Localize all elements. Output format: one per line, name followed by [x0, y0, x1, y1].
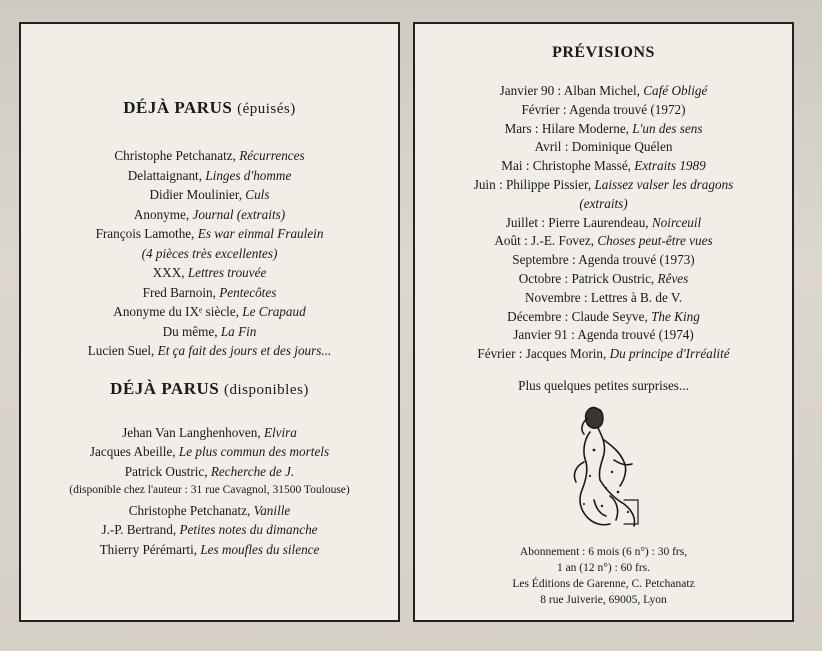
list-item [21, 146, 398, 166]
item-title: (4 pièces très excellentes) [141, 245, 278, 261]
item-author: Lucien Suel, [87, 343, 155, 358]
heading-title: DÉJÀ PARUS [110, 378, 220, 398]
item-author: Novembre : Lettres à B. de V. [525, 289, 682, 305]
list-item [21, 501, 398, 521]
item-title: Elvira [263, 424, 297, 440]
list-item [21, 205, 398, 225]
item-title: Café Obligé [643, 83, 708, 98]
list-item [415, 195, 792, 214]
list-item [415, 82, 792, 101]
item-title: Du principe d'Irréalité [609, 346, 730, 362]
item-author: Août : J.-E. Fovez, [494, 233, 595, 249]
list-item [415, 345, 792, 364]
list-item [21, 166, 398, 186]
heading-deja-parus-disponibles [21, 379, 398, 399]
item-title: Le plus commun des mortels [178, 444, 330, 459]
list-previsions [415, 82, 792, 364]
item-author: Juillet : Pierre Laurendeau, [505, 214, 649, 230]
list-item [21, 185, 398, 205]
list-disponibles [21, 423, 398, 560]
item-title: Extraits 1989 [634, 158, 706, 174]
list-item [21, 283, 398, 303]
item-title: Laissez valser les dragons [594, 176, 734, 192]
list-item [21, 224, 398, 244]
heading-note: (épuisés) [237, 101, 296, 117]
list-item [415, 138, 792, 157]
item-author: Janvier 91 : Agenda trouvé (1974) [513, 327, 694, 343]
footer-line: 8 rue Juiverie, 69005, Lyon [540, 593, 667, 606]
heading-title: DÉJÀ PARUS [123, 98, 233, 117]
item-title: La Fin [220, 323, 257, 339]
footer-line: 1 an (12 n°) : 60 frs. [556, 561, 651, 574]
item-title: Noirceuil [651, 214, 702, 230]
list-item [21, 322, 398, 342]
item-author: XXX, [152, 265, 185, 280]
list-item [415, 308, 792, 327]
item-author: Mai : Christophe Massé, [501, 158, 631, 174]
item-title: L'un des sens [632, 120, 703, 136]
item-author: Septembre : Agenda trouvé (1973) [512, 252, 695, 268]
list-item [21, 481, 398, 501]
item-author: Anonyme du IXᵉ siècle, [113, 304, 239, 319]
item-author: Jacques Abeille, [89, 444, 176, 459]
figure-illustration [554, 400, 654, 532]
item-author: Christophe Petchanatz, [128, 502, 251, 518]
item-title: Journal (extraits) [192, 206, 286, 222]
item-author: Anonyme, [133, 206, 190, 222]
item-author: Janvier 90 : Alban Michel, [499, 83, 640, 98]
list-item [415, 101, 792, 120]
item-title: The King [651, 308, 700, 324]
item-title: Vanille [253, 502, 291, 518]
item-author: Fred Barnoin, [142, 284, 216, 300]
list-item [21, 244, 398, 264]
list-item [415, 289, 792, 308]
item-author: Février : Agenda trouvé (1972) [521, 101, 686, 117]
item-title: Récurrences [239, 148, 305, 163]
list-item [415, 232, 792, 251]
surprises-text: Plus quelques petites surprises... [518, 377, 689, 393]
list-item [21, 540, 398, 560]
footer-line: Abonnement : 6 mois (6 n°) : 30 frs, [519, 545, 688, 558]
list-epuises [21, 146, 398, 361]
list-item [21, 302, 398, 322]
list-item [21, 520, 398, 540]
panel-deja-parus [19, 22, 400, 622]
item-author: François Lamothe, [95, 226, 195, 241]
item-author: (disponible chez l'auteur : 31 rue Cavagnol, 31500 Toulouse) [69, 484, 350, 496]
item-title: Petites notes du dimanche [179, 522, 318, 537]
item-author: Christophe Petchanatz, [114, 148, 236, 163]
item-title: Et ça fait des jours et des jours... [157, 343, 332, 358]
item-author: Décembre : Claude Seyve, [507, 308, 648, 324]
heading-note: (disponibles) [223, 381, 309, 398]
item-author: Juin : Philippe Pissier, [473, 176, 592, 192]
list-item [21, 423, 398, 443]
list-item [415, 157, 792, 176]
list-item [415, 270, 792, 289]
footer-info [415, 544, 792, 608]
item-title: (extraits) [579, 195, 628, 211]
item-author: Février : Jacques Morin, [477, 346, 607, 362]
item-title: Le Crapaud [242, 304, 306, 319]
list-item [21, 462, 398, 482]
item-author: Thierry Pérémarti, [99, 541, 198, 557]
heading-previsions: PRÉVISIONS [552, 44, 655, 61]
list-item [415, 326, 792, 345]
item-author: Du même, [162, 323, 218, 339]
item-author: Octobre : Patrick Oustric, [518, 270, 655, 286]
item-author: J.-P. Bertrand, [101, 522, 177, 537]
item-author: Avril : Dominique Quélen [534, 139, 673, 155]
panel-previsions [413, 22, 794, 622]
item-author: Delattaignant, [127, 167, 203, 183]
item-title: Pentecôtes [219, 284, 277, 300]
item-title: Recherche de J. [210, 463, 295, 479]
item-author: Mars : Hilare Moderne, [504, 120, 629, 136]
item-title: Les moufles du silence [200, 541, 320, 557]
item-title: Lettres trouvée [187, 265, 267, 280]
item-author: Didier Moulinier, [149, 187, 242, 202]
item-title: Linges d'homme [205, 167, 292, 183]
list-item [415, 120, 792, 139]
item-title: Es war einmal Fraulein [197, 226, 324, 241]
item-title: Rêves [657, 270, 689, 286]
list-item [415, 176, 792, 195]
heading-deja-parus-epuises [21, 98, 398, 118]
list-item [21, 263, 398, 283]
list-item [21, 442, 398, 462]
item-title: Choses peut-être vues [597, 233, 713, 249]
list-item [21, 341, 398, 361]
item-author: Jehan Van Langhenhoven, [122, 424, 261, 440]
list-item [415, 251, 792, 270]
footer-line: Les Éditions de Garenne, C. Petchanatz [512, 577, 695, 590]
list-item [415, 214, 792, 233]
item-author: Patrick Oustric, [124, 463, 208, 479]
item-title: Culs [245, 187, 270, 202]
